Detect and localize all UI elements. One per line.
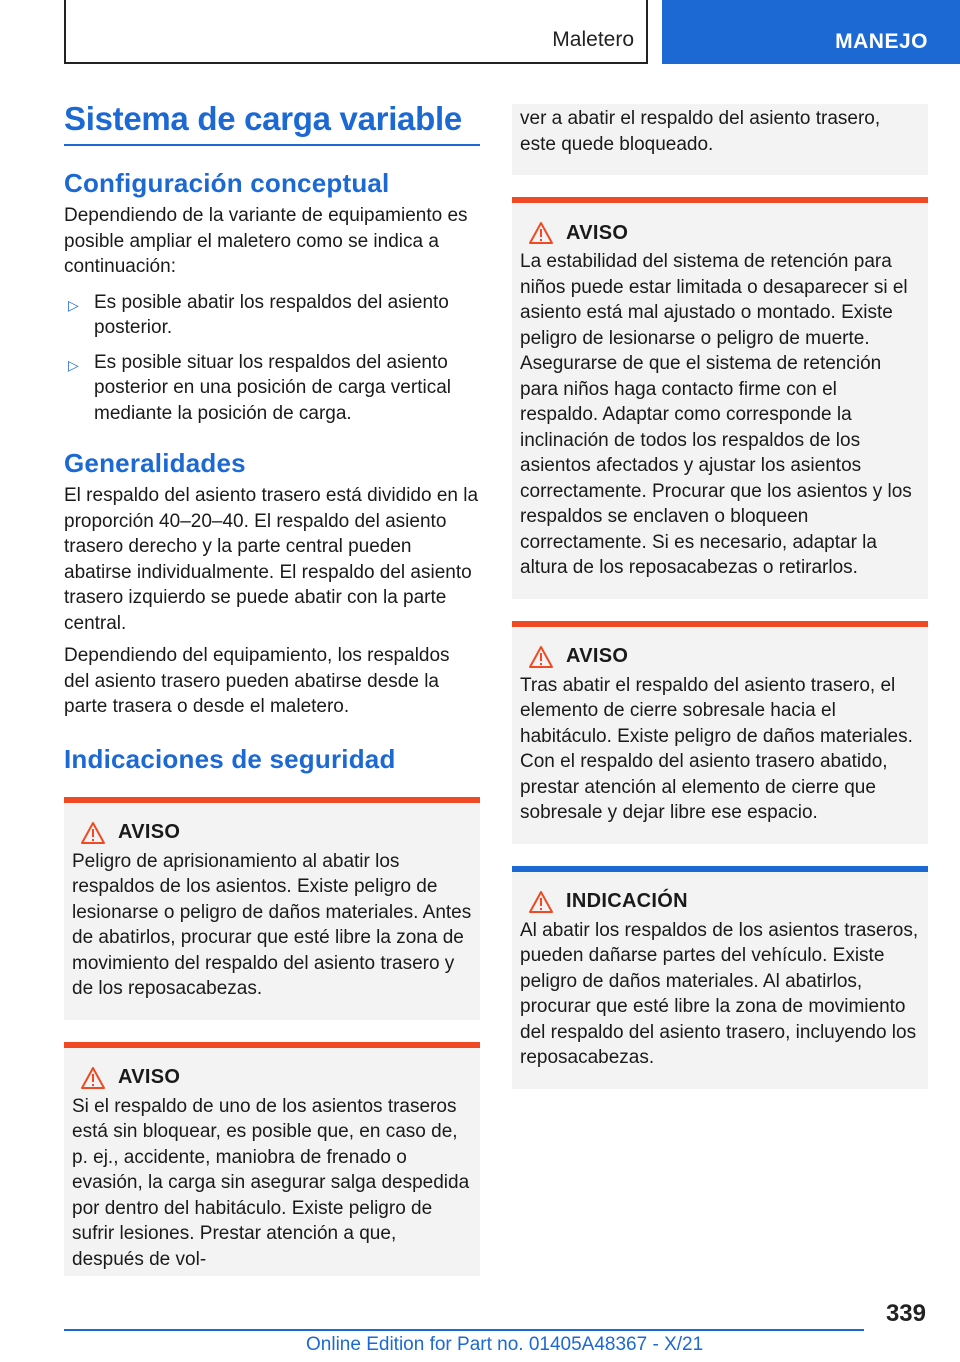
list-item-text: Es posible abatir los respaldos del asiento posterior. (94, 291, 449, 338)
section-title: Maletero (552, 28, 634, 51)
list-item (64, 290, 480, 341)
warning-triangle-icon (528, 645, 554, 669)
warning-title: AVISO (118, 1066, 181, 1088)
warning-box (512, 197, 928, 599)
warning-text: Tras abatir el respaldo del asiento trasero, el elemento de cierre sobresale hacia el habitáculo. Existe peligro de daños materiales. Con el respaldo del asiento trasero abatido, prestar atención al elemento de cierre que sobresale y dejar libre ese espacio. (520, 674, 913, 823)
list-item (64, 350, 480, 427)
warning-text: Peligro de aprisionamiento al abatir los respaldos de los asientos. Existe peligro de lesionarse o peligro de daños materiales. Antes de abatirlos, procurar que esté libre la zona de movimiento del respaldo del asiento trasero y de los reposacabezas. (72, 850, 472, 999)
warning-triangle-icon (80, 1066, 106, 1090)
bullet-list (64, 290, 480, 427)
header-chapter-tab[interactable] (662, 0, 960, 64)
heading-configuracion: Configuración conceptual (64, 168, 390, 198)
list-item-text: Es posible situar los respaldos del asiento posterior en una posición de carga vertical mediante la posición de carga. (94, 351, 451, 424)
warning-text: Si el respaldo de uno de los asientos traseros está sin bloquear, es posible que, en caso de, p. ej., accidente, maniobra de frenado o evasión, la carga sin asegurar salga despedida por dentro del habitáculo. Existe peligro de sufrir lesiones. Prestar atención a que, después de vol- (72, 1095, 470, 1270)
left-column (64, 100, 480, 1276)
warning-box (64, 797, 480, 1020)
chapter-title: MANEJO (835, 30, 928, 53)
triangle-bullet-icon: ▷ (68, 296, 79, 313)
warning-box (512, 621, 928, 844)
triangle-bullet-icon: ▷ (68, 356, 79, 373)
right-column (512, 104, 928, 1089)
warning-box-continuation (512, 104, 928, 175)
page-title: Sistema de carga variable (64, 100, 480, 146)
paragraph-generalidades-1: El respaldo del asiento trasero está dividido en la proporción 40–20–40. El respaldo del asiento trasero derecho y la parte central pueden abatirse individualmente. El respaldo del asiento trasero izquierdo se puede abatir con la parte central. (64, 485, 479, 634)
warning-triangle-icon (528, 221, 554, 245)
warning-box (64, 1042, 480, 1277)
notice-text: Al abatir los respaldos de los asientos traseros, pueden dañarse partes del vehículo. Existe peligro de daños materiales. Al abatirlos, procurar que esté libre la zona de movimiento del respaldo del asiento trasero, incluyendo los reposacabezas. (520, 919, 919, 1068)
footer-divider (64, 1329, 864, 1331)
notice-title: INDICACIÓN (566, 890, 688, 912)
heading-seguridad: Indicaciones de seguridad (64, 743, 396, 774)
warning-text: ver a abatir el respaldo del asiento trasero, este quede bloqueado. (520, 108, 881, 155)
paragraph-intro: Dependiendo de la variante de equipamiento es posible ampliar el maletero como se indica a continuación: (64, 205, 468, 277)
heading-generalidades: Generalidades (64, 448, 246, 478)
notice-box (512, 866, 928, 1089)
page-number: 339 (885, 1300, 926, 1327)
warning-triangle-icon (528, 890, 554, 914)
footer-edition: Online Edition for Part no. 01405A48367 - X/21 (306, 1334, 704, 1355)
warning-text: La estabilidad del sistema de retención para niños puede estar limitada o desaparecer si el asiento está mal ajustado o montado. Existe peligro de lesionarse o peligro de muerte. Asegurarse de que el sistema de retención para niños haga contacto firme con el respaldo. Adaptar como corresponde la inclinación de todos los respaldos de los asientos afectados y ajustar los asientos correctamente. Procurar que los asientos y los respaldos se enclaven o bloqueen correctamente. Si es necesario, adaptar la altura de los reposacabezas o retirarlos. (520, 251, 912, 578)
warning-triangle-icon (80, 821, 106, 845)
header-section-tab (64, 0, 648, 64)
warning-title: AVISO (566, 645, 629, 667)
warning-title: AVISO (118, 821, 181, 843)
paragraph-generalidades-2: Dependiendo del equipamiento, los respaldos del asiento trasero pueden abatirse desde la parte trasera o desde el maletero. (64, 645, 450, 717)
warning-title: AVISO (566, 221, 629, 244)
